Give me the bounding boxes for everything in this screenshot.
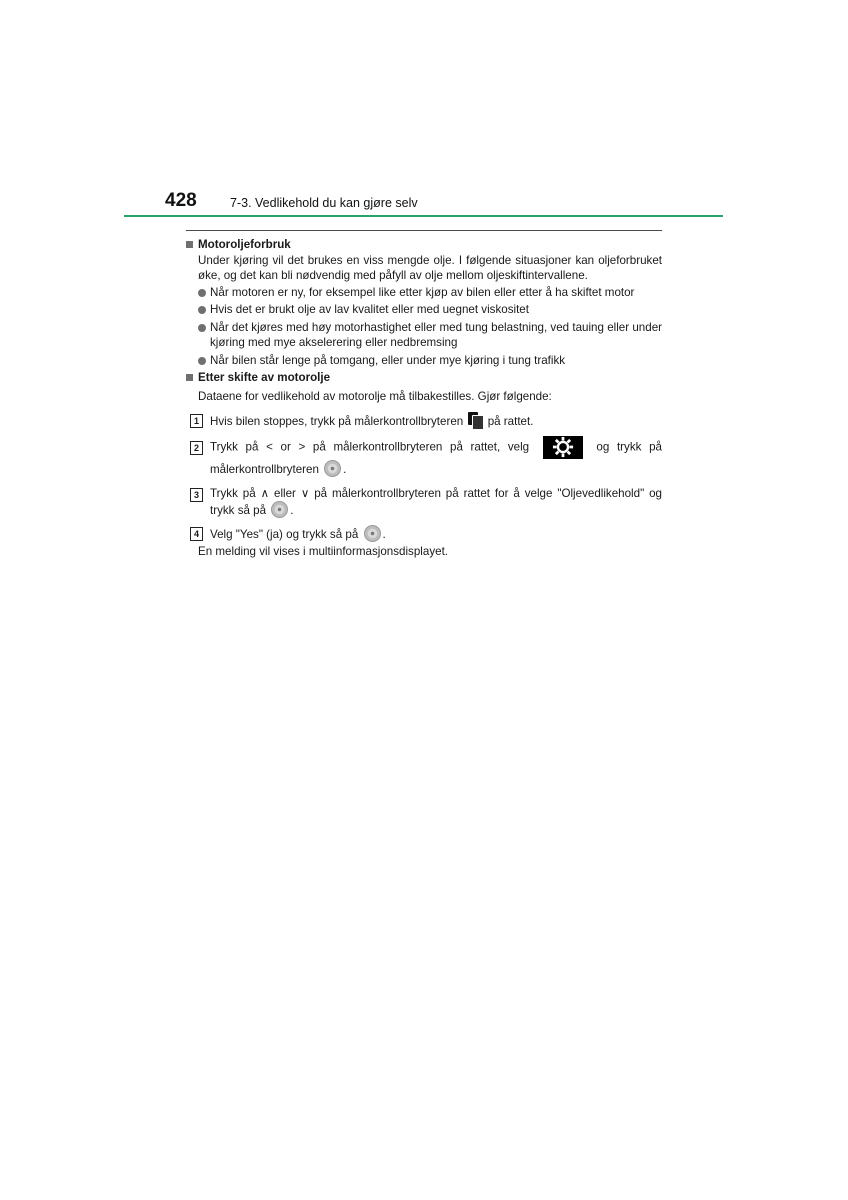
dot-bullet-icon [198,357,206,365]
heading-text: Motoroljeforbruk [198,238,291,251]
section-title: 7-3. Vedlikehold du kan gjøre selv [230,196,418,210]
gear-icon [543,436,583,459]
square-bullet-icon [186,374,193,381]
step-number: 4 [190,527,203,541]
final-note: En melding vil vises i multiinformasjonsdisplayet. [198,545,449,558]
oil-change-paragraph: Dataene for vedlikehold av motorolje må tilbakestilles. Gjør følgende: [198,389,552,403]
step-number: 2 [190,441,203,455]
reset-steps [190,412,662,542]
step-2: 2 Trykk på < or > på målerkontrollbryteren på rattet, velg og trykk på målerkontrollbryteren . [190,436,662,480]
list-item: Hvis det er brukt olje av lav kvalitet eller med uegnet viskositet [198,302,662,318]
page-number: 428 [165,190,197,211]
step-number: 1 [190,414,203,428]
content-divider [186,230,662,231]
oil-consumption-paragraph: Under kjøring vil det brukes en viss mengde olje. I følgende situasjoner kan oljeforbruket øke, og det kan bli nødvendig med påfyll av olje mellom oljeskiftintervallene. [198,253,662,282]
ok-button-icon [324,460,341,477]
list-item: Når det kjøres med høy motorhastighet eller med tung belastning, ved tauing eller under kjøring med mye akselerering eller nedbremsing [198,320,662,351]
step-4: 4 Velg "Yes" (ja) og trykk så på . [190,525,662,543]
ok-button-icon [271,501,288,518]
dot-bullet-icon [198,306,206,314]
display-switch-icon [468,412,482,428]
heading-text: Etter skifte av motorolje [198,371,331,384]
header-divider [124,215,723,217]
list-item: Når bilen står lenge på tomgang, eller under mye kjøring i tung trafikk [198,353,662,369]
ok-button-icon [364,525,381,542]
list-item: Når motoren er ny, for eksempel like etter kjøp av bilen eller etter å ha skiftet motor [198,285,662,301]
section-heading-oil-consumption [186,237,662,253]
square-bullet-icon [186,241,193,248]
dot-bullet-icon [198,289,206,297]
oil-consumption-list [198,285,662,369]
step-3: 3 Trykk på ∧ eller ∨ på målerkontrollbryteren på rattet for å velge "Oljevedlikehold" og trykk så på . [190,486,662,519]
page-content [186,237,662,560]
step-number: 3 [190,488,203,502]
section-heading-oil-change [186,370,662,386]
dot-bullet-icon [198,324,206,332]
step-1: 1 Hvis bilen stoppes, trykk på målerkontrollbryteren på rattet. [190,412,662,430]
